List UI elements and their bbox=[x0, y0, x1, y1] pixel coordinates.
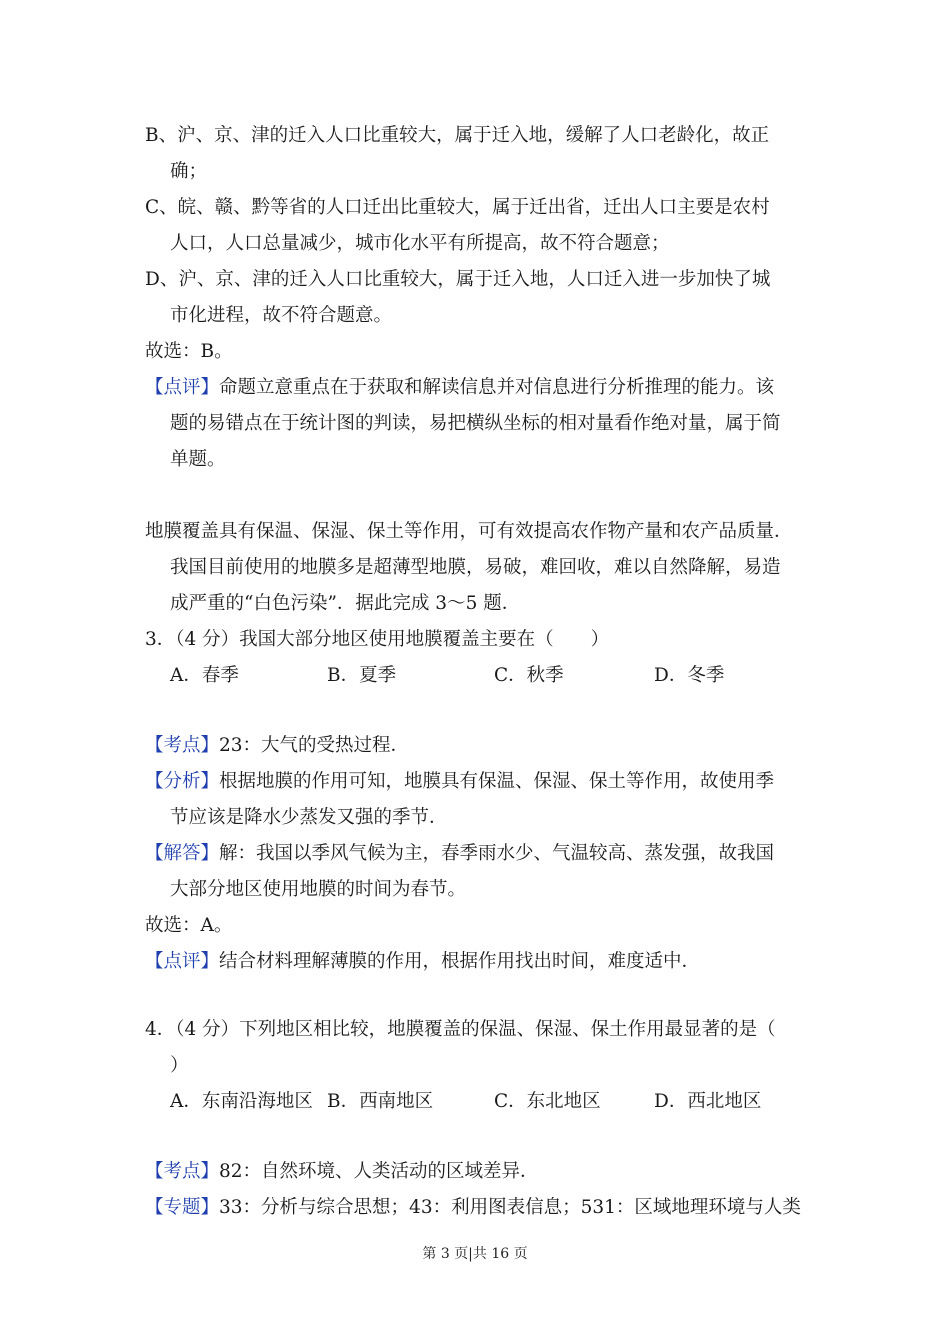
material-text: 地膜覆盖具有保温、保湿、保土等作用，可有效提高农作物产量和农产品质量． bbox=[145, 521, 793, 542]
option-b-explanation: B、沪、京、津的迁入人口比重较大，属于迁入地，缓解了人口老龄化，故正 bbox=[145, 125, 770, 146]
comment-text-cont2: 单题。 bbox=[170, 449, 226, 470]
question-3-stem: 3．（4 分）我国大部分地区使用地膜覆盖主要在（ ） bbox=[145, 629, 610, 650]
question-3-option-d: D．冬季 bbox=[654, 665, 725, 686]
question-4-option-a: A．东南沿海地区 bbox=[170, 1091, 313, 1112]
fenxi-tag: 【分析】 bbox=[145, 771, 220, 792]
zhuanti-tag: 【专题】 bbox=[145, 1197, 220, 1218]
jieda-tag: 【解答】 bbox=[145, 843, 220, 864]
option-d-explanation: D、沪、京、津的迁入人口比重较大，属于迁入地，人口迁入进一步加快了城 bbox=[145, 269, 771, 290]
material-text-cont2: 成严重的“白色污染”．据此完成 3～5 题． bbox=[170, 593, 521, 614]
dianping-tag: 【点评】 bbox=[145, 951, 220, 972]
comment-text: 命题立意重点在于获取和解读信息并对信息进行分析推理的能力。该 bbox=[219, 377, 775, 398]
comment-tag: 【点评】 bbox=[145, 377, 220, 398]
option-d-explanation-cont: 市化进程，故不符合题意。 bbox=[170, 305, 393, 326]
q4-zhuanti-line bbox=[145, 1196, 801, 1220]
material-text-cont: 我国目前使用的地膜多是超薄型地膜，易破，难回收，难以自然降解，易造 bbox=[170, 557, 781, 578]
question-4-option-b: B．西南地区 bbox=[327, 1091, 434, 1112]
q3-fenxi-line bbox=[145, 770, 774, 794]
q3-dianping-line bbox=[145, 950, 700, 974]
q3-jieda-line bbox=[145, 842, 774, 866]
option-c-explanation: C、皖、赣、黔等省的人口迁出比重较大，属于迁出省，迁出人口主要是农村 bbox=[145, 197, 770, 218]
option-b-explanation-cont: 确； bbox=[170, 161, 208, 182]
jieda-text: 解：我国以季风气候为主，春季雨水少、气温较高、蒸发强，故我国 bbox=[219, 843, 775, 864]
jieda-text-cont: 大部分地区使用地膜的时间为春节。 bbox=[170, 879, 467, 900]
kaodian-text: 82：自然环境、人类活动的区域差异． bbox=[219, 1161, 539, 1182]
q3-answer-line: 故选：A。 bbox=[145, 915, 233, 936]
kaodian-tag: 【考点】 bbox=[145, 735, 220, 756]
question-3-option-a: A．春季 bbox=[170, 665, 239, 686]
kaodian-tag: 【考点】 bbox=[145, 1161, 220, 1182]
zhuanti-text: 33：分析与综合思想；43：利用图表信息；531：区域地理环境与人类 bbox=[219, 1197, 801, 1218]
comment-line bbox=[145, 376, 774, 400]
comment-text-cont: 题的易错点在于统计图的判读，易把横纵坐标的相对量看作绝对量，属于简 bbox=[170, 413, 781, 434]
option-c-explanation-cont: 人口，人口总量减少，城市化水平有所提高，故不符合题意； bbox=[170, 233, 670, 254]
question-4-stem-cont: ） bbox=[170, 1055, 189, 1076]
answer-line: 故选：B。 bbox=[145, 341, 233, 362]
q4-kaodian-line bbox=[145, 1160, 539, 1184]
q3-kaodian-line bbox=[145, 734, 409, 758]
kaodian-text: 23：大气的受热过程． bbox=[219, 735, 410, 756]
fenxi-text-cont: 节应该是降水少蒸发又强的季节． bbox=[170, 807, 448, 828]
page-footer: 第 3 页|共 16 页 bbox=[422, 1246, 528, 1262]
dianping-text: 结合材料理解薄膜的作用，根据作用找出时间，难度适中． bbox=[219, 951, 701, 972]
question-4-stem: 4．（4 分）下列地区相比较，地膜覆盖的保温、保湿、保土作用最显著的是（ bbox=[145, 1019, 776, 1040]
question-3-option-c: C．秋季 bbox=[494, 665, 564, 686]
question-4-option-c: C．东北地区 bbox=[494, 1091, 601, 1112]
question-4-option-d: D．西北地区 bbox=[654, 1091, 762, 1112]
question-3-option-b: B．夏季 bbox=[327, 665, 397, 686]
fenxi-text: 根据地膜的作用可知，地膜具有保温、保湿、保土等作用，故使用季 bbox=[219, 771, 775, 792]
